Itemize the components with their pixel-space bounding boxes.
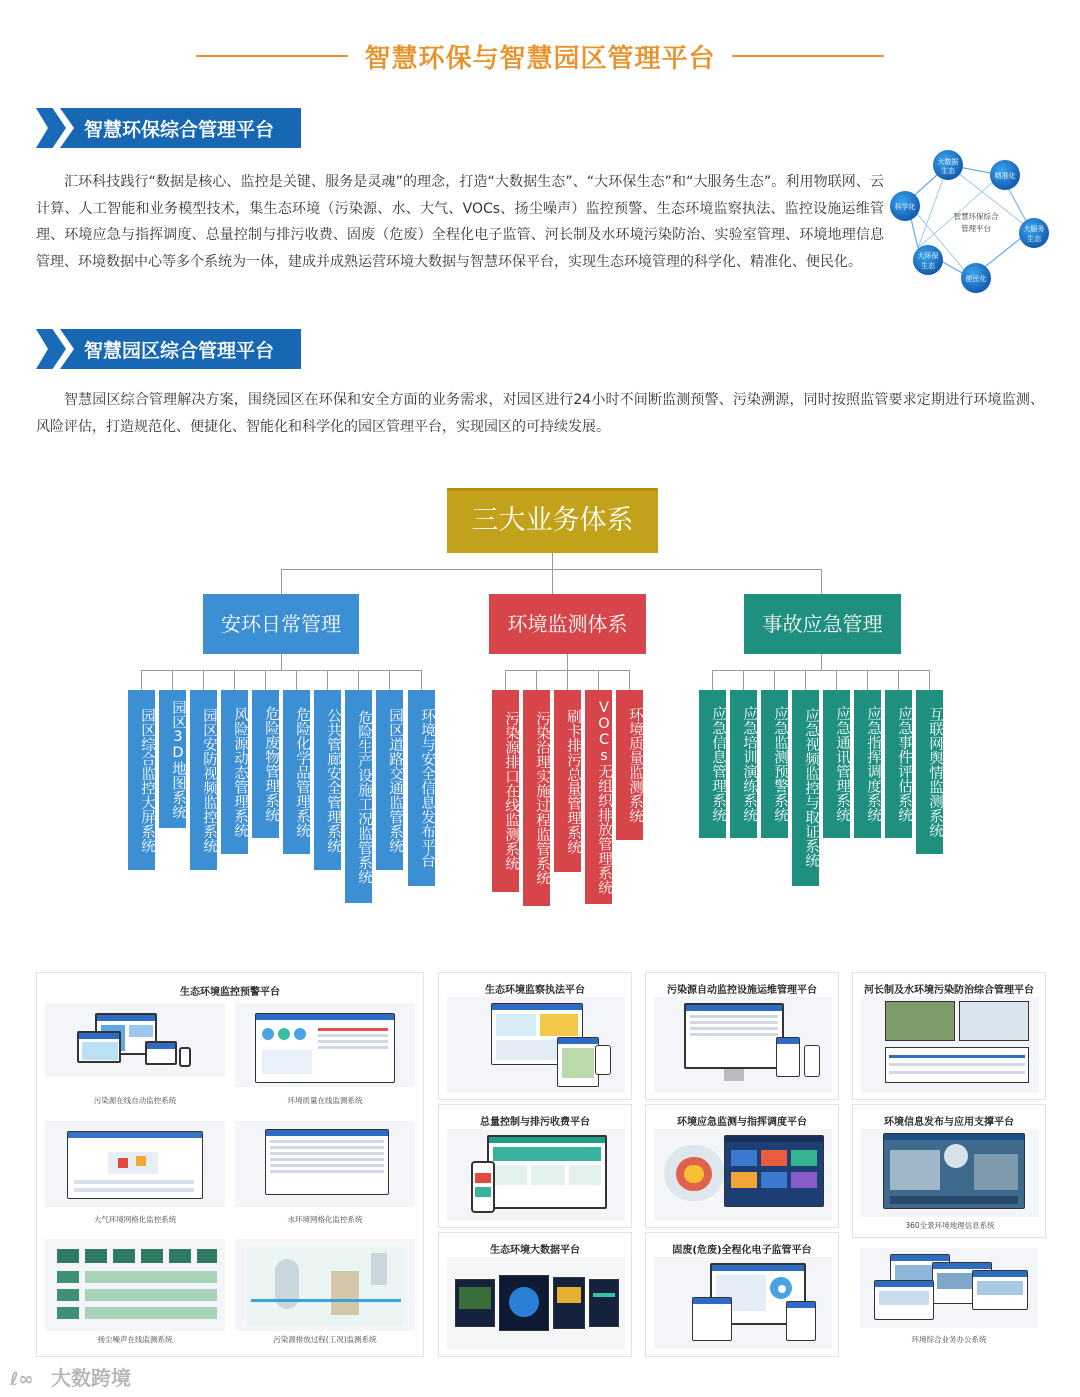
mock-screenshot bbox=[45, 1239, 225, 1331]
watermark bbox=[10, 1362, 131, 1391]
panel-title: 生态环境监控预警平台 bbox=[180, 987, 280, 998]
org-connector bbox=[821, 654, 822, 670]
mock-screenshot bbox=[235, 1121, 415, 1207]
org-leaf: 危险废物管理系统 bbox=[252, 690, 279, 838]
title-rule-right bbox=[732, 55, 884, 57]
mock-screenshot bbox=[235, 1239, 415, 1331]
org-connector bbox=[536, 670, 537, 690]
watermark-logo-icon: ℓ∞ bbox=[10, 1369, 34, 1390]
org-leaf: 污染治理实施过程监管系统 bbox=[523, 690, 550, 906]
panel-office bbox=[852, 1242, 1046, 1357]
ring-node-precision bbox=[990, 160, 1020, 190]
ring-center bbox=[954, 211, 999, 233]
mock-screenshot bbox=[861, 997, 1039, 1093]
org-connector bbox=[836, 670, 837, 690]
section2-title: 智慧园区综合管理平台 bbox=[84, 340, 275, 362]
org-connector bbox=[141, 670, 142, 690]
org-connector bbox=[421, 670, 422, 690]
svg-text:大数据: 大数据 bbox=[937, 158, 959, 166]
org-connector bbox=[598, 670, 599, 690]
org-connector bbox=[203, 670, 204, 690]
org-connector bbox=[743, 670, 744, 690]
ring-diagram bbox=[888, 148, 1060, 296]
org-category-monitoring: 环境监测体系 bbox=[489, 594, 646, 654]
org-leaf: 互联网舆情监测系统 bbox=[916, 690, 943, 854]
org-root: 三大业务体系 bbox=[447, 488, 658, 553]
panel-caption: 大气环境网格化监控系统 bbox=[93, 1215, 177, 1224]
org-leaf: 危险化学品管理系统 bbox=[283, 690, 310, 854]
panel-title: 生态环境大数据平台 bbox=[490, 1245, 580, 1256]
org-leaf: 应急事件评估系统 bbox=[885, 690, 912, 838]
svg-text:生态: 生态 bbox=[1027, 235, 1041, 243]
org-connector bbox=[929, 670, 930, 690]
org-leaf: VOCs无组织排放管理系统 bbox=[585, 690, 612, 904]
org-category-emergency: 事故应急管理 bbox=[744, 594, 901, 654]
org-leaf: 园区安防视频监控系统 bbox=[190, 690, 217, 870]
org-connector bbox=[281, 654, 282, 670]
org-leaf: 危险生产设施工况监管系统 bbox=[345, 690, 372, 903]
org-connector bbox=[867, 670, 868, 690]
ring-center-line2: 管理平台 bbox=[961, 224, 991, 233]
mock-screenshot bbox=[447, 1129, 625, 1221]
banner-chevron-icon bbox=[36, 329, 66, 369]
panel-caption: 环境综合业务办公系统 bbox=[911, 1335, 987, 1344]
panel-caption: 水环境网格化监控系统 bbox=[287, 1215, 363, 1224]
org-connector bbox=[774, 670, 775, 690]
panel-river-chief bbox=[852, 972, 1046, 1100]
mock-screenshot bbox=[235, 1003, 415, 1087]
org-leaf: 环境与安全信息发布平台 bbox=[408, 690, 435, 886]
panel-caption: 环境质量在线监测系统 bbox=[287, 1096, 363, 1105]
org-connector bbox=[898, 670, 899, 690]
org-connector bbox=[296, 670, 297, 690]
title-rule-left bbox=[196, 55, 348, 57]
org-leaf: 刷卡排污总量管理系统 bbox=[554, 690, 581, 872]
org-leaf: 园区3D地图系统 bbox=[159, 690, 186, 828]
panel-monitoring-warning bbox=[36, 972, 424, 1357]
ring-node-big-data bbox=[933, 150, 963, 180]
ring-node-scientific bbox=[890, 191, 920, 221]
org-connector bbox=[358, 670, 359, 690]
section2-paragraph: 智慧园区综合管理解决方案，围绕园区在环保和安全方面的业务需求，对园区进行24小时不间断监测预警、污染溯源，同时按照监管要求定期进行环境监测、风险评估，打造规范化、便捷化、智能化和科学化的园区管理平台，实现园区的可持续发展。 bbox=[36, 392, 1044, 435]
org-connector bbox=[505, 670, 506, 690]
org-connector bbox=[821, 569, 822, 594]
org-connector bbox=[567, 654, 568, 670]
panel-title: 河长制及水环境污染防治综合管理平台 bbox=[864, 985, 1034, 996]
ring-center-line1: 智慧环保综合 bbox=[953, 212, 999, 221]
panel-total-control bbox=[438, 1104, 632, 1228]
org-connector bbox=[141, 670, 422, 671]
org-connector bbox=[327, 670, 328, 690]
svg-text:生态: 生态 bbox=[921, 262, 935, 270]
panel-caption: 污染源在线自动监控系统 bbox=[93, 1096, 177, 1105]
org-leaf: 应急监测预警系统 bbox=[761, 690, 788, 838]
section1-title: 智慧环保综合管理平台 bbox=[84, 119, 275, 141]
page-title-area bbox=[0, 38, 1080, 74]
panel-title: 固废(危废)全程化电子监管平台 bbox=[672, 1245, 812, 1256]
org-connector bbox=[629, 670, 630, 690]
org-leaf: 园区综合监控大屏系统 bbox=[128, 690, 155, 870]
page-title: 智慧环保与智慧园区管理平台 bbox=[364, 44, 716, 74]
svg-text:大服务: 大服务 bbox=[1023, 225, 1045, 233]
mock-screenshot bbox=[861, 1129, 1039, 1217]
mock-screenshot bbox=[654, 1129, 832, 1221]
org-leaf: 环境质量监测系统 bbox=[616, 690, 643, 840]
org-connector bbox=[389, 670, 390, 690]
org-leaf: 应急指挥调度系统 bbox=[854, 690, 881, 838]
org-leaf: 应急信息管理系统 bbox=[699, 690, 726, 838]
panel-title: 生态环境监察执法平台 bbox=[485, 985, 585, 996]
mock-screenshot bbox=[45, 1003, 225, 1077]
ring-node-convenience bbox=[961, 263, 991, 293]
panel-caption: 360全景环境地理信息系统 bbox=[905, 1221, 995, 1230]
svg-text:科学化: 科学化 bbox=[894, 203, 916, 211]
org-connector bbox=[172, 670, 173, 690]
section2-banner bbox=[36, 329, 301, 369]
panel-solid-waste bbox=[645, 1232, 839, 1357]
org-connector bbox=[552, 553, 553, 569]
panel-title: 环境应急监测与指挥调度平台 bbox=[677, 1117, 807, 1128]
org-leaf: 应急培训演练系统 bbox=[730, 690, 757, 838]
org-leaf: 园区道路交通监管系统 bbox=[376, 690, 403, 870]
panel-operations bbox=[645, 972, 839, 1100]
org-leaf: 应急视频监控与取证系统 bbox=[792, 690, 819, 886]
svg-text:精准化: 精准化 bbox=[994, 172, 1016, 180]
watermark-text: 大数跨境 bbox=[50, 1366, 131, 1390]
panel-title: 总量控制与排污收费平台 bbox=[480, 1117, 590, 1128]
panel-big-data bbox=[438, 1232, 632, 1357]
org-category-safety: 安环日常管理 bbox=[203, 594, 359, 654]
svg-text:大环保: 大环保 bbox=[917, 252, 939, 260]
panel-caption: 扬尘噪声在线监测系统 bbox=[97, 1335, 173, 1344]
mock-screenshot bbox=[45, 1121, 225, 1207]
org-leaf: 应急通讯管理系统 bbox=[823, 690, 850, 838]
mock-screenshot bbox=[447, 997, 625, 1093]
mock-screenshot bbox=[654, 997, 832, 1093]
mock-screenshot bbox=[654, 1257, 832, 1349]
panel-enforcement bbox=[438, 972, 632, 1100]
mock-screenshot bbox=[860, 1248, 1038, 1328]
org-connector bbox=[234, 670, 235, 690]
banner-chevron-icon bbox=[36, 108, 66, 148]
mock-screenshot bbox=[447, 1257, 625, 1349]
panel-emergency-dispatch bbox=[645, 1104, 839, 1228]
org-leaf: 公共管廊安全管理系统 bbox=[314, 690, 341, 870]
org-connector bbox=[281, 569, 282, 594]
org-connector bbox=[805, 670, 806, 690]
svg-text:生态: 生态 bbox=[941, 167, 955, 175]
panel-caption: 污染源排放过程(工况)监测系统 bbox=[273, 1335, 377, 1344]
panel-title: 污染源自动监控设施运维管理平台 bbox=[667, 985, 817, 996]
section1-paragraph: 汇环科技践行“数据是核心、监控是关键、服务是灵魂”的理念，打造“大数据生态”、“大环保生态”和“大服务生态”。利用物联网、云计算、人工智能和业务模型技术，集生态环境（污染源、水、大气、VOCs、扬尘噪声）监控预警、生态环境监察执法、监控设施运维管理、环境应急与指挥调度、总量控制与排污收费、固废（危废）全程化电子监管、河长制及水环境污染防治、实验室管理、环境地理信息管理、环境数据中心等多个系统为一体，建成并成熟运营环境大数据与智慧环保平台，实现生态环境管理的科学化、精准化、便民化。 bbox=[36, 174, 884, 270]
org-connector bbox=[712, 670, 713, 690]
org-leaf: 风险源动态管理系统 bbox=[221, 690, 248, 854]
org-connector bbox=[265, 670, 266, 690]
section1-banner bbox=[36, 108, 301, 148]
svg-text:便民化: 便民化 bbox=[965, 275, 987, 283]
org-leaf: 污染源排口在线监测系统 bbox=[492, 690, 519, 892]
panel-title: 环境信息发布与应用支撑平台 bbox=[884, 1117, 1014, 1128]
org-connector bbox=[567, 670, 568, 690]
ring-node-big-service bbox=[1019, 218, 1049, 248]
org-connector bbox=[552, 569, 553, 594]
panel-info-release bbox=[852, 1104, 1046, 1238]
ring-node-big-env bbox=[913, 245, 943, 275]
